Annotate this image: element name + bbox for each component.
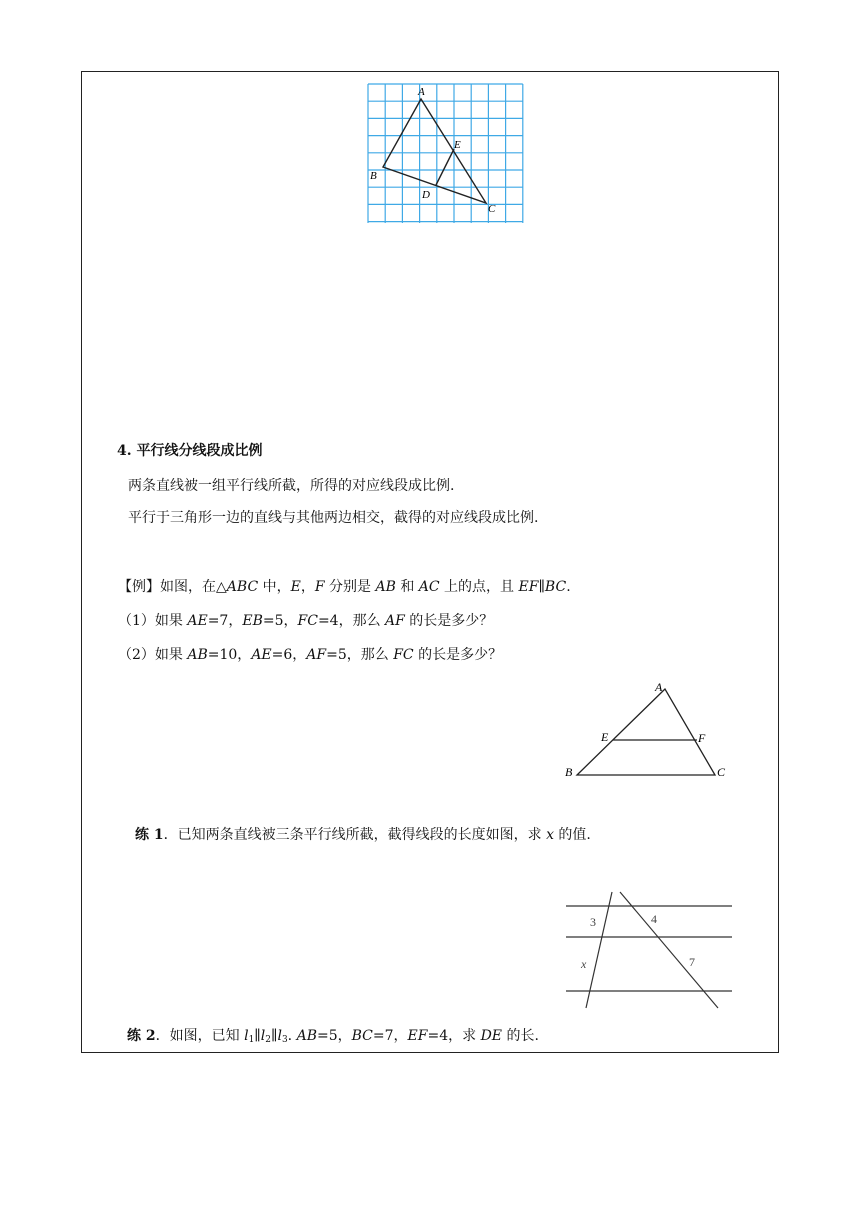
label-a: A [418,86,425,98]
text: 的长. [502,1028,539,1044]
example-question-2 [118,646,502,664]
math: l [244,1028,249,1044]
label-b: B [370,170,377,182]
math: l [277,1028,282,1044]
text: =6， [271,647,307,663]
practice-2 [127,1027,539,1049]
section-title: 4. 平行线分线段成比例 [117,443,263,459]
math: AF [385,613,405,629]
label-b: B [565,765,573,779]
label-c: C [717,765,726,779]
grid-triangle-figure [360,78,530,223]
math: F [314,579,325,595]
practice-1 [135,826,591,844]
text: ．已知两条直线被三条平行线所截，截得线段的长度如图，求 [163,827,547,843]
text: =5， [316,1028,352,1044]
subscript: 2 [265,1035,271,1045]
math: EB [242,613,263,629]
label-e: E [454,139,461,151]
label-f: F [698,731,706,745]
label-e: E [601,730,609,744]
text: . [287,1028,297,1044]
text: 上的点，且 [439,579,519,595]
math: ABC [226,579,259,595]
math: l [260,1028,266,1044]
math: ∥ [254,1028,261,1044]
math: AB [375,579,396,595]
text: 分别是 [324,579,376,595]
text: =7， [372,1028,408,1044]
math: AB [187,647,208,663]
text: =7， [207,613,243,629]
practice-1-label: 练 1 [135,827,164,843]
math: AE [251,647,272,663]
text: ．如图，已知 [155,1028,245,1044]
text: 的值. [553,827,591,843]
text: =5，那么 [326,647,394,663]
text: . [566,579,571,595]
text: =4，那么 [317,613,386,629]
text: =4，求 [427,1028,481,1044]
subscript: 1 [248,1035,255,1045]
text: =10， [207,647,252,663]
math: AF [306,647,327,663]
math: EF∥BC [518,579,567,595]
length-3: 3 [590,915,596,929]
math: x [546,827,554,843]
length-x: x [581,957,587,971]
triangle-abc [577,689,715,775]
math: AE [187,613,208,629]
math: ∥ [270,1028,278,1044]
example-statement [118,578,571,596]
math: AB [296,1028,317,1044]
example-question-1 [118,612,493,630]
math: FC [297,613,318,629]
triangle-ef-figure [560,678,740,788]
length-7: 7 [689,955,695,969]
section-line-1: 两条直线被一组平行线所截，所得的对应线段成比例. [128,478,455,494]
length-4: 4 [651,912,657,926]
text: （2）如果 [118,647,188,663]
text: 的长是多少？ [413,647,503,663]
text: 中， [258,579,291,595]
text: （1）如果 [118,613,188,629]
math: EF [407,1028,428,1044]
text: 的长是多少？ [404,613,494,629]
math: E [290,579,301,595]
math: AC [418,579,440,595]
math: FC [393,647,414,663]
math: BC [351,1028,373,1044]
math: DE [480,1028,503,1044]
label-d: D [422,189,430,201]
section-line-2: 平行于三角形一边的直线与其他两边相交，截得的对应线段成比例. [128,510,539,526]
parallel-lines-figure [560,890,740,1015]
text: =5， [262,613,298,629]
text: 和 [395,579,419,595]
label-c: C [488,203,496,215]
example-bracket: 【例】 [118,579,160,595]
subscript: 3 [281,1035,288,1045]
text: ， [300,579,315,595]
label-a: A [655,680,663,694]
practice-2-label: 练 2 [127,1028,156,1044]
text: 如图，在△ [160,579,227,595]
